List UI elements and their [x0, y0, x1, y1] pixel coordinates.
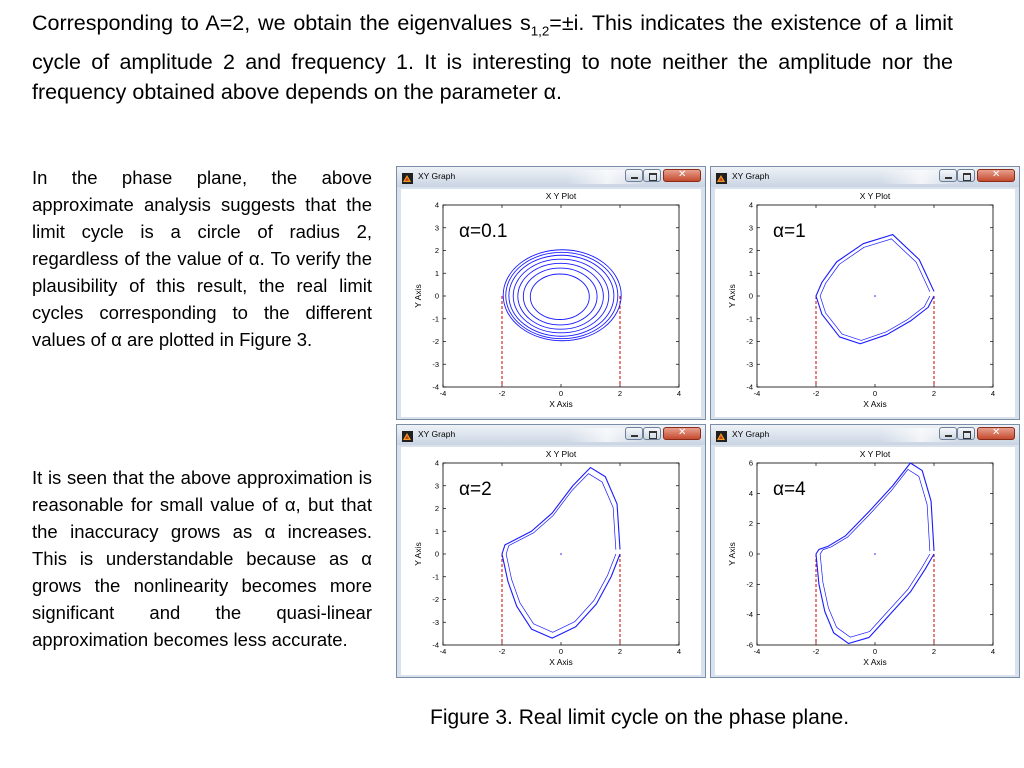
y-tick-label: 6	[748, 458, 753, 468]
limit-cycle-orbit	[523, 268, 597, 325]
limit-cycle-path	[502, 468, 620, 639]
y-axis-label: Y Axis	[413, 542, 423, 566]
plot-title: X Y Plot	[859, 449, 891, 459]
y-tick-label: 4	[748, 200, 753, 210]
window-titlebar[interactable]	[711, 167, 1019, 187]
y-tick-label: 4	[434, 458, 439, 468]
window-title: XY Graph	[732, 429, 770, 439]
y-tick-label: -4	[432, 640, 439, 650]
xy-graph-window	[396, 424, 706, 678]
limit-cycle-orbit	[509, 255, 614, 336]
y-axis-label: Y Axis	[413, 284, 423, 308]
y-tick-label: -2	[746, 337, 753, 346]
y-axis-label: Y Axis	[727, 542, 737, 566]
alpha-annotation: α=2	[459, 479, 492, 500]
intro-paragraph	[32, 8, 953, 108]
x-tick-label: 4	[990, 647, 996, 656]
origin-point	[874, 295, 876, 297]
figure-caption: Figure 3. Real limit cycle on the phase plane.	[430, 706, 850, 729]
x-tick-label: -4	[753, 647, 761, 656]
y-tick-label: -4	[746, 382, 753, 392]
y-tick-label: -1	[432, 314, 439, 324]
trajectory-group	[816, 463, 934, 643]
window-title: XY Graph	[732, 171, 770, 181]
x-tick-label: -2	[498, 389, 506, 398]
maximize-button[interactable]	[643, 427, 661, 440]
origin-point	[560, 553, 562, 555]
transient-path	[506, 474, 616, 633]
y-tick-label: -1	[432, 572, 439, 582]
close-button[interactable]	[977, 427, 1015, 440]
trajectory-group	[502, 468, 620, 639]
maximize-button[interactable]	[957, 169, 975, 182]
y-tick-label: -3	[432, 359, 439, 369]
plot-area	[715, 447, 1015, 675]
intro-text-a: Corresponding to A=2, we obtain the eigenvalues s	[32, 11, 531, 35]
plot-area	[401, 447, 701, 675]
y-tick-label: 3	[434, 481, 439, 491]
limit-cycle-path	[816, 235, 934, 344]
trajectory-group	[816, 235, 934, 344]
y-tick-label: -2	[432, 595, 439, 604]
y-tick-label: 0	[434, 291, 439, 301]
x-tick-label: -4	[753, 389, 761, 398]
x-axis-label: X Axis	[549, 399, 573, 409]
labview-app-icon	[402, 429, 413, 440]
labview-app-icon	[716, 429, 727, 440]
y-tick-label: -6	[746, 640, 753, 650]
x-tick-label: 2	[931, 647, 937, 656]
trajectory-group	[503, 250, 621, 341]
plot-area	[401, 189, 701, 417]
y-tick-label: 2	[748, 246, 753, 255]
x-tick-label: -2	[498, 647, 506, 656]
y-tick-label: 4	[434, 200, 439, 210]
y-tick-label: -1	[746, 314, 753, 324]
xy-plot-svg	[715, 189, 1015, 417]
x-tick-label: 4	[676, 389, 682, 398]
minimize-button[interactable]	[625, 169, 643, 182]
xy-graph-window	[710, 166, 1020, 420]
x-tick-label: 0	[558, 389, 564, 398]
x-axis-label: X Axis	[863, 399, 887, 409]
eigen-subscript: 1,2	[530, 23, 550, 39]
y-tick-label: 0	[748, 291, 753, 301]
y-tick-label: 2	[434, 504, 439, 513]
x-tick-label: 2	[617, 647, 623, 656]
maximize-button[interactable]	[957, 427, 975, 440]
minimize-button[interactable]	[939, 169, 957, 182]
xy-graph-window	[396, 166, 706, 420]
x-tick-label: -2	[812, 647, 820, 656]
x-tick-label: 4	[676, 647, 682, 656]
alpha-annotation: α=4	[773, 479, 806, 500]
x-axis-label: X Axis	[549, 657, 573, 667]
plot-title: X Y Plot	[545, 191, 577, 201]
x-axis-label: X Axis	[863, 657, 887, 667]
labview-app-icon	[402, 171, 413, 182]
x-tick-label: 0	[872, 647, 878, 656]
xy-graph-window	[710, 424, 1020, 678]
limit-cycle-orbit	[506, 252, 618, 338]
window-titlebar[interactable]	[397, 167, 705, 187]
y-tick-label: 1	[434, 268, 439, 278]
alpha-annotation: α=1	[773, 221, 806, 242]
y-tick-label: -4	[746, 610, 753, 620]
y-tick-label: -4	[432, 382, 439, 392]
y-tick-label: -3	[746, 359, 753, 369]
origin-point	[874, 553, 876, 555]
y-tick-label: 3	[434, 223, 439, 233]
maximize-button[interactable]	[643, 169, 661, 182]
y-tick-label: 0	[748, 549, 753, 559]
plot-title: X Y Plot	[859, 191, 891, 201]
y-tick-label: 2	[748, 519, 753, 529]
minimize-button[interactable]	[625, 427, 643, 440]
y-tick-label: 4	[748, 488, 753, 498]
y-tick-label: 0	[434, 549, 439, 559]
alpha-annotation: α=0.1	[459, 221, 508, 242]
limit-cycle-orbit	[530, 274, 589, 320]
close-button[interactable]	[977, 169, 1015, 182]
window-titlebar[interactable]	[711, 425, 1019, 445]
xy-plot-svg	[401, 189, 701, 417]
x-tick-label: 0	[558, 647, 564, 656]
x-tick-label: 0	[872, 389, 878, 398]
x-tick-label: 2	[931, 389, 937, 398]
window-title: XY Graph	[418, 429, 456, 439]
xy-plot-svg	[715, 447, 1015, 675]
close-button[interactable]	[663, 169, 701, 182]
limit-cycle-orbit	[513, 259, 609, 333]
x-tick-label: 4	[990, 389, 996, 398]
y-tick-label: 1	[748, 268, 753, 278]
y-tick-label: -2	[432, 337, 439, 346]
labview-app-icon	[716, 171, 727, 182]
y-tick-label: 1	[434, 526, 439, 536]
phase-plane-paragraph: In the phase plane, the above approximate analysis suggests that the limit cycle is a circle of radius 2, regardless of the value of α. To verify the plausibility of this result, the real limit cycles corresponding to the different values of α are plotted in Figure 3.	[32, 167, 372, 350]
x-tick-label: -4	[439, 389, 447, 398]
x-tick-label: -2	[812, 389, 820, 398]
xy-plot-svg	[401, 447, 701, 675]
window-title: XY Graph	[418, 171, 456, 181]
minimize-button[interactable]	[939, 427, 957, 440]
y-tick-label: -2	[746, 579, 753, 589]
window-titlebar[interactable]	[397, 425, 705, 445]
y-tick-label: 3	[748, 223, 753, 233]
close-button[interactable]	[663, 427, 701, 440]
y-tick-label: -3	[432, 617, 439, 627]
plot-area	[715, 189, 1015, 417]
x-tick-label: 2	[617, 389, 623, 398]
x-tick-label: -4	[439, 647, 447, 656]
y-axis-label: Y Axis	[727, 284, 737, 308]
intro-text-b: =±i. This indicates the existence of a limit cycle of amplitude 2 and frequency 1. It is interesting to note neither the amplitude nor the frequency obtained above depends on the parameter α.	[32, 11, 954, 105]
y-tick-label: 2	[434, 246, 439, 255]
plot-title: X Y Plot	[545, 449, 577, 459]
approximation-paragraph: It is seen that the above approximation is reasonable for small value of α, but that the inaccuracy grows as α increases. This is understandable because as α grows the nonlinearity becomes more significant and the quasi-linear approximation becomes less accurate.	[32, 467, 372, 650]
